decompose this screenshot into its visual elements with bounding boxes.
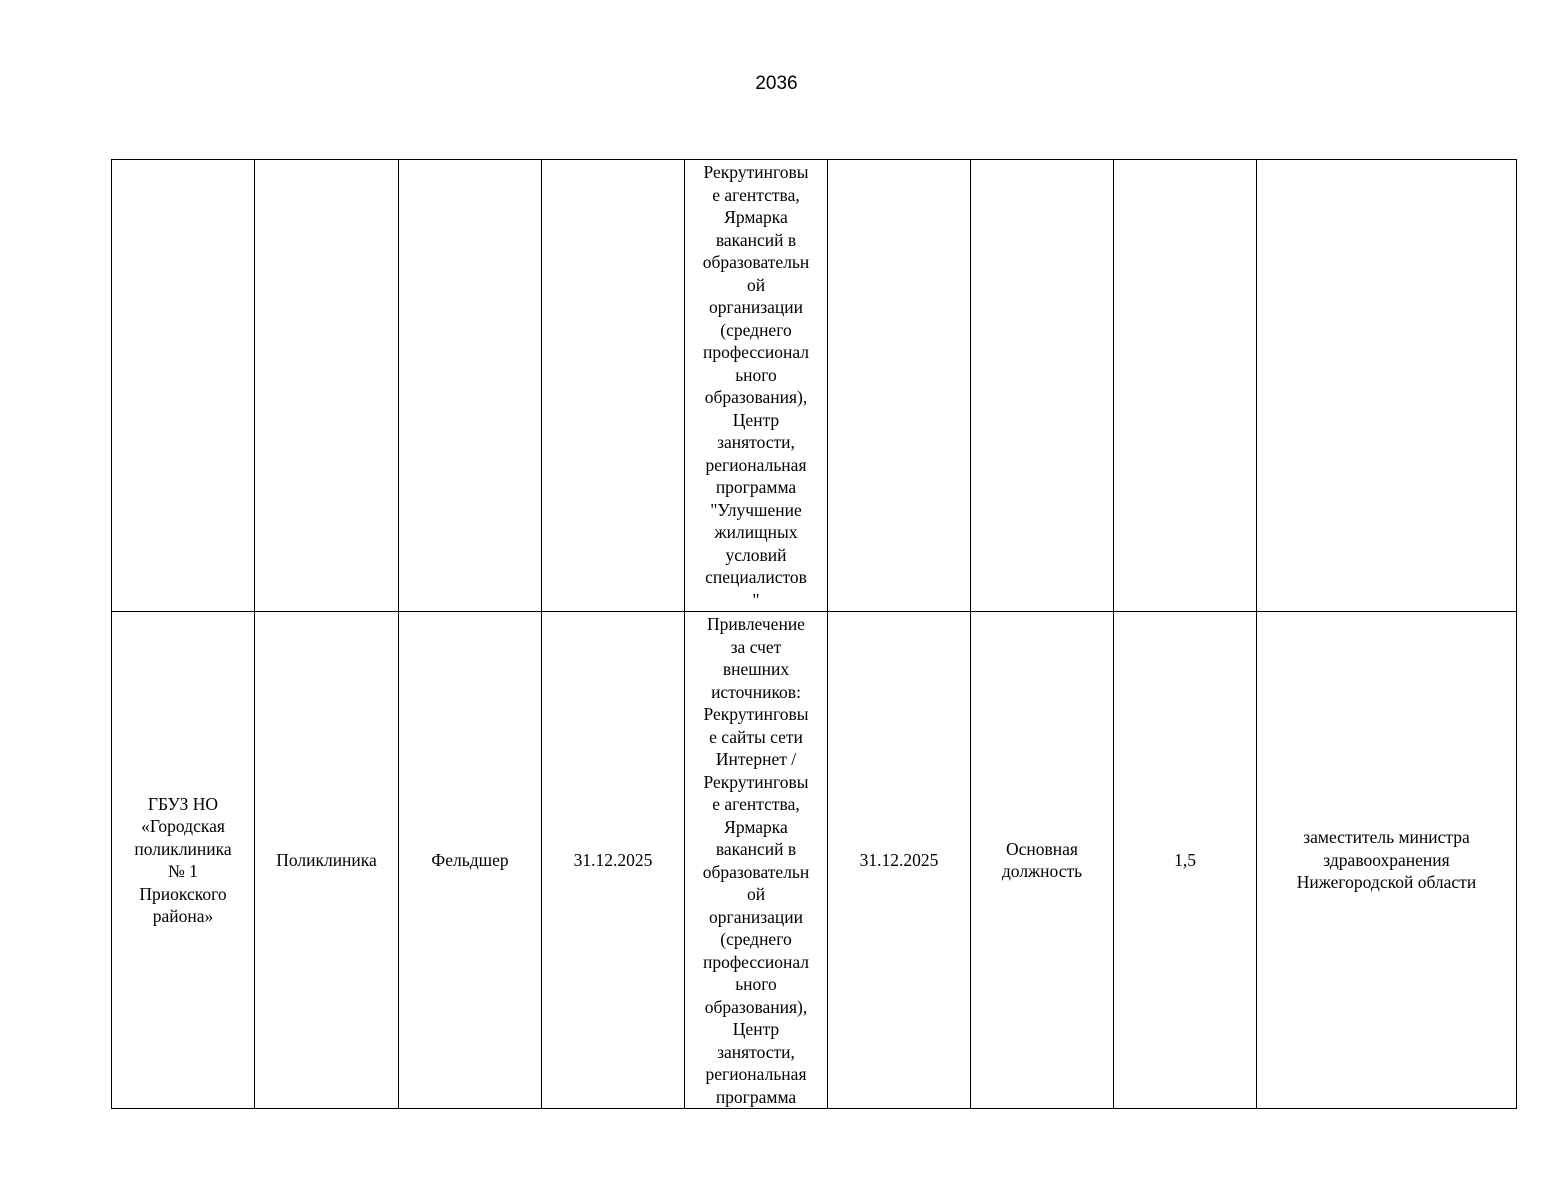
completion-date-cell [828,612,971,1109]
organization-cell [112,160,255,612]
position-type-cell [971,160,1114,612]
responsible-cell [1257,160,1517,612]
responsible-cell [1257,612,1517,1109]
rate-text: 1,5 [1174,849,1196,870]
table-row [112,160,1517,612]
organization-text: ГБУЗ НО «Городская поликлиника № 1 Приокского района» [134,793,232,926]
deadline-cell [542,612,685,1109]
position-text: Фельдшер [431,849,509,870]
rate-cell [1114,612,1257,1109]
organization-cell [112,612,255,1109]
sources-text: Привлечение за счет внешних источников: Рекрутинговы е сайты сети Интернет / Рекрутинговы е агентства, Ярмарка вакансий в образовательн ой организации (среднего профессионал ьного образования), Центр занятости, региональная программа [702,614,810,1107]
staffing-table [111,159,1517,1109]
responsible-text: заместитель министра здравоохранения Нижегородской области [1296,827,1477,893]
rate-cell [1114,160,1257,612]
sources-cell [685,612,828,1109]
sources-text: Рекрутинговы е агентства, Ярмарка вакансий в образовательн ой организации (среднего профессионал ьного образования), Центр занятости, региональная программа "Улучшение жилищных условий специалистов " [702,162,810,610]
deadline-cell [542,160,685,612]
position-type-cell [971,612,1114,1109]
deadline-text: 31.12.2025 [573,849,653,870]
completion-date-cell [828,160,971,612]
department-cell [255,160,399,612]
position-type-text: Основная должность [1001,838,1083,881]
sources-cell [685,160,828,612]
position-cell [399,160,542,612]
completion-date-text: 31.12.2025 [859,849,939,870]
table-row [112,612,1517,1109]
page-number: 2036 [755,73,798,94]
department-text: Поликлиника [276,849,377,870]
position-cell [399,612,542,1109]
department-cell [255,612,399,1109]
